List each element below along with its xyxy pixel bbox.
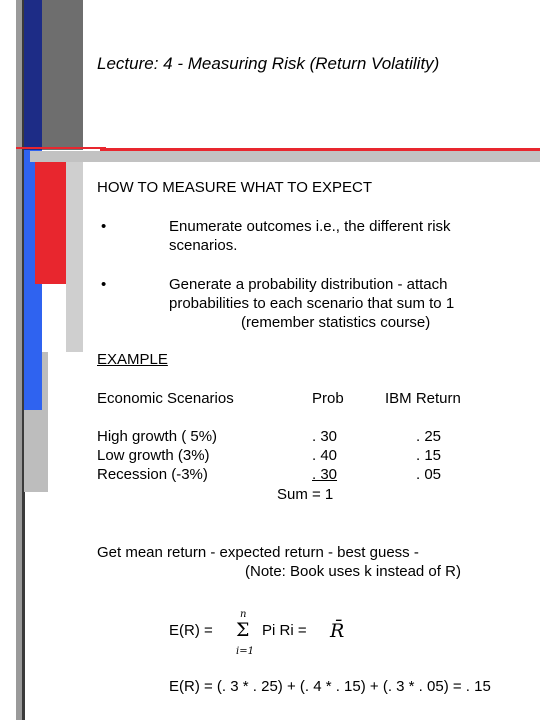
bullet-2-glyph: •: [101, 276, 107, 293]
header-scenarios: Economic Scenarios: [97, 390, 234, 407]
bullet-1-glyph: •: [101, 218, 107, 235]
bullet-1-line-1: Enumerate outcomes i.e., the different risk: [169, 218, 451, 235]
decor-bar-gray-mid: [24, 410, 48, 492]
formula-lhs: E(R) =: [169, 622, 213, 639]
bullet-2-line-3: (remember statistics course): [241, 314, 431, 331]
decor-bar-red: [35, 162, 66, 284]
bullet-1-line-2: scenarios.: [169, 237, 238, 254]
row-3-prob: . 30: [312, 466, 338, 483]
prob-sum: Sum = 1: [277, 486, 334, 503]
row-2-scenario: Low growth (3%): [97, 447, 210, 464]
row-3-scenario: Recession (-3%): [97, 466, 208, 483]
bullet-2-line-1: Generate a probability distribution - attach: [169, 276, 448, 293]
mean-note-line-1: Get mean return - expected return - best guess -: [97, 544, 419, 561]
decor-bar-blue-upper: [24, 0, 42, 150]
formula-sigma: Σ: [236, 619, 250, 641]
title-underline-shadow: [30, 151, 540, 162]
title-underline-red: [100, 148, 540, 151]
row-3-return: . 05: [416, 466, 442, 483]
header-prob: Prob: [312, 390, 344, 407]
row-2-return: . 15: [416, 447, 442, 464]
example-label: EXAMPLE: [97, 351, 168, 368]
header-ibm-return: IBM Return: [385, 390, 461, 407]
mean-note-line-2: (Note: Book uses k instead of R): [245, 563, 461, 580]
formula-term: [262, 621, 307, 640]
section-heading: HOW TO MEASURE WHAT TO EXPECT: [97, 179, 373, 196]
decor-bar-gray: [41, 0, 83, 150]
formula-rhs: R̄: [330, 620, 345, 642]
title-underline-red-left: [16, 147, 106, 149]
formula-sigma-upper: n: [240, 609, 247, 620]
formula-sigma-lower: i=1: [236, 646, 254, 657]
row-1-scenario: High growth ( 5%): [97, 428, 218, 445]
row-1-prob: . 30: [312, 428, 338, 445]
bullet-2-line-2: probabilities to each scenario that sum to 1: [169, 295, 455, 312]
row-1-return: . 25: [416, 428, 442, 445]
expected-return-calc: E(R) = (. 3 * . 25) + (. 4 * . 15) + (. 3 * . 05) = . 15: [169, 678, 491, 695]
formula-term-text: Pi Ri =: [262, 622, 307, 639]
decor-bar-lightgray: [66, 162, 83, 352]
row-2-prob: . 40: [312, 447, 338, 464]
slide-title: Lecture: 4 - Measuring Risk (Return Volatility): [97, 54, 440, 73]
